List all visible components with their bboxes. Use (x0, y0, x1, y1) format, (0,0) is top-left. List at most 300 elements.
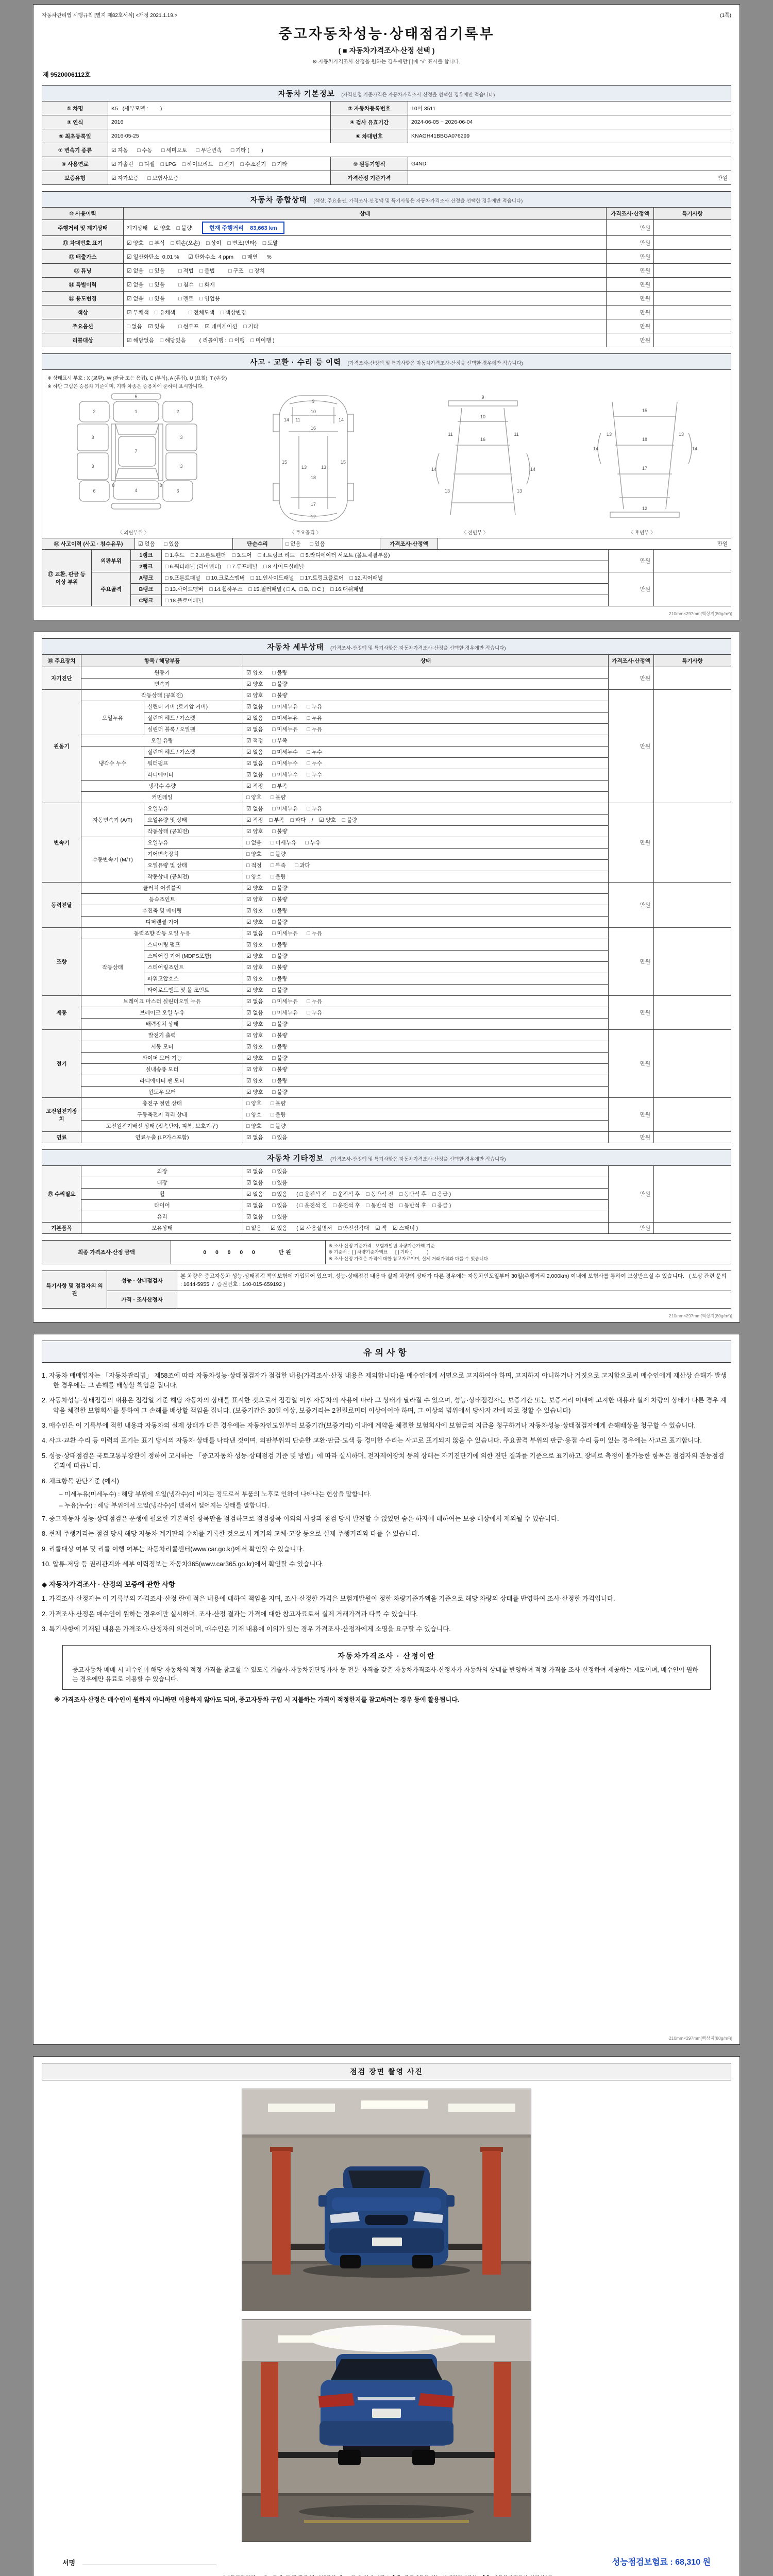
summary-col-status: 상태 (124, 208, 607, 220)
price-value: 만원 (609, 883, 654, 928)
summary-price: 만원 (607, 292, 654, 306)
detail-section-header (42, 638, 731, 654)
summary-price: 만원 (607, 250, 654, 264)
accident-section-header (42, 353, 731, 369)
basic-row (42, 171, 731, 185)
device-row (42, 1030, 731, 1041)
summary-item-label: ⑮ 용도변경 (42, 292, 124, 306)
first-registration-label: ⑤ 최초등록일 (42, 129, 108, 143)
notice-item: 6. 체크항목 판단기준 (예시) (42, 1477, 119, 1485)
paper-spec: 210mm×297mm[백상지(80g/m²)] (668, 1313, 732, 1318)
price-value: 만원 (609, 1166, 654, 1223)
part-label: 실린더 헤드 / 가스켓 (144, 713, 243, 724)
summary-status: ☑ 없음 □ 있음 □ 침수 □ 화재 (124, 278, 607, 292)
item-label: 타이어 (81, 1200, 243, 1211)
summary-row (42, 292, 731, 306)
item-label: 등속조인트 (81, 894, 243, 905)
status-value: □ 양호 □ 불량 (243, 849, 609, 860)
item-label: 동력조향 작동 오일 누유 (81, 928, 243, 939)
item-label: 자동변속기 (A/T) (81, 803, 144, 837)
inspection-period-value: 2024-06-05 ~ 2026-06-04 (408, 115, 731, 129)
svg-text:9: 9 (481, 395, 484, 400)
device-row (42, 996, 731, 1007)
svg-text:12: 12 (642, 506, 648, 511)
other-section-note: (가격조사·산정액 및 특기사항은 자동차가격조사·산정을 선택한 경우에만 적습니다) (330, 1157, 506, 1162)
rank-label: C랭크 (131, 595, 162, 606)
status-value: ☑ 없음 □ 미세누수 □ 누수 (243, 747, 609, 758)
law-note: 자동차관리법 시행규칙 [별지 제82호서식] <개정 2021.1.19.> (42, 13, 178, 19)
summary-col-note: 특기사항 (654, 208, 731, 220)
part-label: 워터펌프 (144, 758, 243, 769)
body-panel-diagram (64, 392, 208, 526)
signature-area (62, 2557, 216, 2567)
part-label: 스티어링 펌프 (144, 939, 243, 951)
device-row (42, 803, 731, 815)
summary-row (42, 319, 731, 333)
rank-label: 2랭크 (131, 561, 162, 572)
summary-status: ☑ 없음 □ 있음 □ 렌트 □ 영업용 (124, 292, 607, 306)
vin-value: KNAGH41BBGA076299 (408, 129, 731, 143)
part-label: 라디에이터 (144, 769, 243, 781)
definition-box-title: 자동차가격조사 · 산정이란 (338, 1651, 435, 1660)
device-row (42, 883, 731, 894)
rank-label: B랭크 (131, 584, 162, 595)
item-label: 고전원전기배선 상태 (접속단자, 피복, 보호기구) (81, 1121, 243, 1132)
detail-col-status: 상태 (243, 655, 609, 667)
summary-price: 만원 (607, 236, 654, 250)
price-value: 만원 (609, 1030, 654, 1098)
record-page-3 (33, 1334, 740, 2045)
item-label: 작동상태 (81, 939, 144, 996)
signature-row (62, 2555, 711, 2567)
issuance-statement-line1 (42, 2574, 731, 2576)
svg-text:14: 14 (431, 467, 437, 472)
svg-text:18: 18 (642, 437, 648, 442)
status-value: ☑ 없음 □ 있음 (243, 1177, 609, 1189)
diagram-captions (47, 528, 726, 536)
status-value: □ 없음 ☑ 있음 ( ☑ 사용설명서 □ 안전삼각대 ☑ 잭 ☑ 스패너 ) (243, 1223, 609, 1234)
price-value: 만원 (609, 996, 654, 1030)
basic-info-header (42, 85, 731, 101)
svg-text:5: 5 (135, 394, 138, 399)
item-label: 냉각수 수량 (81, 781, 243, 792)
status-value: □ 적정 □ 부족 □ 과다 (243, 860, 609, 871)
issuance-statement (42, 2574, 731, 2576)
summary-note (654, 319, 731, 333)
svg-text:3: 3 (180, 464, 183, 469)
rank-parts: □ 13.사이드멤버 □ 14.휠하우스 □ 15.필러패널 ( □ A, □ B, □ C ) □ 16.대쉬패널 (162, 584, 609, 595)
item-label: 브레이크 오일 누유 (81, 1007, 243, 1019)
svg-text:14: 14 (338, 417, 344, 422)
summary-item-label: ⑬ 튜닝 (42, 264, 124, 278)
diagram-caption: 〈 주요골격 〉 (289, 530, 321, 536)
detail-header-row (42, 655, 731, 667)
note-value (654, 1223, 731, 1234)
rear-frame-diagram (580, 392, 709, 526)
summary-note (654, 333, 731, 347)
note-value (654, 996, 731, 1030)
svg-text:13: 13 (606, 432, 612, 437)
status-value: ☑ 양호 □ 불량 (243, 1064, 609, 1075)
diagram-body-panels (64, 392, 208, 526)
rank-parts: □ 18.플로어패널 (162, 595, 609, 606)
item-label: 와이퍼 모터 기능 (81, 1053, 243, 1064)
detail-col-item: 항목 / 해당부품 (81, 655, 243, 667)
svg-text:10: 10 (480, 414, 486, 419)
item-label: 클러치 어셈블리 (81, 883, 243, 894)
detail-section-title: 자동차 세부상태 (267, 643, 324, 652)
accident-price-label: 가격조사·산정액 (380, 538, 438, 550)
notice-item: 4. 사고·교환·수리 등 이력의 표기는 표기 당시의 자동차 상태를 나타낸 것이며, 외판부위의 단순한 교환·판금·도색 등 경미한 수리는 사고로 표기되지 않을 수 있습니다. 주요골격 부위의 판금·용접 수리 등이 있는 경우에는 사고로 표기합니다. (42, 1437, 702, 1445)
summary-row (42, 306, 731, 319)
price-value: 만원 (609, 1223, 654, 1234)
item-label: 디퍼렌셜 기어 (81, 917, 243, 928)
device-label: 변속기 (42, 803, 81, 883)
first-registration-value: 2016-05-25 (108, 129, 331, 143)
final-price-amount: 0 0 0 0 0 만원 (171, 1241, 326, 1264)
item-label: 냉각수 누수 (81, 747, 144, 781)
frame-top-diagram (241, 392, 385, 526)
diagram-front-frame (418, 392, 547, 526)
item-label: 변속기 (81, 679, 243, 690)
svg-text:11: 11 (295, 417, 300, 422)
summary-item-label: ⑪ 차대번호 표기 (42, 236, 124, 250)
note-value (654, 667, 731, 690)
status-value: ☑ 양호 □ 불량 (243, 1053, 609, 1064)
transmission-label: ⑦ 변속기 종류 (42, 143, 108, 157)
summary-item-label: ⑭ 특별이력 (42, 278, 124, 292)
basic-row (42, 129, 731, 143)
remarks-title: 특기사항 및 점검자의 의견 (42, 1271, 107, 1309)
rank-parts: □ 6.쿼터패널 (리어펜더) □ 7.루프패널 □ 8.사이드실패널 (162, 561, 609, 572)
final-price-note: ※ 조사·산정 기준가격 : 보험개발원 차량기준가액 기준 (329, 1243, 435, 1249)
svg-text:3: 3 (91, 435, 94, 440)
part-label: 오일유량 및 상태 (144, 815, 243, 826)
notice-item: 9. 리콜대상 여부 및 리콜 이행 여부는 자동차리콜센터(www.car.go.kr)에서 확인할 수 있습니다. (42, 1545, 305, 1553)
rank-row (42, 572, 731, 584)
item-label: 충전구 절연 상태 (81, 1098, 243, 1109)
diagram-caption: 〈 외판부위 〉 (117, 530, 149, 536)
item-label: 오일 유량 (81, 735, 243, 747)
status-value: ☑ 없음 □ 있음 (243, 1211, 609, 1223)
front-frame-diagram (418, 392, 547, 526)
price-value: 만원 (609, 803, 654, 883)
status-value: ☑ 없음 □ 미세누수 □ 누수 (243, 758, 609, 769)
device-row (42, 667, 731, 679)
summary-status: ☑ 일산화탄소 0.01 % ☑ 탄화수소 4 ppm □ 매연 % (124, 250, 607, 264)
price-appraisal-definition-box (62, 1645, 711, 1690)
item-label: 실내송풍 모터 (81, 1064, 243, 1075)
notice-subitem: – 미세누유(미세누수) : 해당 부위에 오일(냉각수)이 비치는 정도로서 부품의 노후로 인하여 나타나는 현상을 말합니다. (59, 1490, 372, 1498)
reg-no-label: ② 자동차등록번호 (331, 101, 408, 115)
status-value: □ 양호 □ 불량 (243, 1109, 609, 1121)
notice-title: 유의사항 (42, 1341, 731, 1363)
status-value: ☑ 없음 □ 미세누유 □ 누유 (243, 724, 609, 735)
signature-label: 서명 (62, 2558, 76, 2567)
svg-text:3: 3 (180, 435, 183, 440)
other-section-title: 자동차 기타정보 (267, 1155, 324, 1163)
part-label: 실린더 블록 / 오일팬 (144, 724, 243, 735)
base-price-label: 가격산정 기준가격 (331, 171, 408, 185)
rank-label: 1랭크 (131, 550, 162, 561)
engine-type-label: ⑨ 원동기형식 (331, 157, 408, 171)
summary-row (42, 250, 731, 264)
summary-status: ☑ 없음 □ 있음 □ 적법 □ 불법 □ 구조 □ 장치 (124, 264, 607, 278)
item-label: 시동 모터 (81, 1041, 243, 1053)
notice-item: 10. 압류·저당 등 권리관계와 세부 이력정보는 자동차365(www.car365.go.kr)에서 확인할 수 있습니다. (42, 1561, 324, 1568)
rank-group-label: 주요골격 (92, 572, 131, 606)
item-label: 작동상태 (공회전) (81, 690, 243, 701)
simple-repair-label: 단순수리 (233, 538, 282, 550)
summary-row (42, 236, 731, 250)
basic-info-table (42, 101, 731, 185)
warranty-list (42, 1594, 731, 1634)
status-value: ☑ 없음 □ 있음 ( □ 운전석 전 □ 운전석 후 □ 동반석 전 □ 동반석 후 □ 응급 ) (243, 1200, 609, 1211)
status-value: ☑ 양호 □ 불량 (243, 1087, 609, 1098)
status-value: ☑ 양호 □ 불량 (243, 667, 609, 679)
page-number: (1쪽) (720, 13, 731, 19)
part-label: 타이로드엔드 및 볼 조인트 (144, 985, 243, 996)
item-label: 구동축전지 격리 상태 (81, 1109, 243, 1121)
accident-history-label: ⑯ 사고이력 (사고 · 침수유무) (42, 538, 135, 550)
summary-status: □ 없음 ☑ 있음 □ 썬루프 ☑ 네비게이션 □ 기타 (124, 319, 607, 333)
summary-header (42, 191, 731, 207)
svg-text:16: 16 (480, 437, 486, 442)
device-row (42, 1132, 731, 1143)
part-label: 실린더 커버 (로커암 커버) (144, 701, 243, 713)
status-value: ☑ 양호 □ 불량 (243, 679, 609, 690)
status-value: ☑ 적정 □ 부족 (243, 781, 609, 792)
svg-text:1: 1 (135, 409, 138, 414)
other-info-table (42, 1165, 731, 1234)
rank-table (42, 549, 731, 606)
inspection-insurance-premium: 성능점검보험료 : 68,310 원 (612, 2557, 711, 2567)
paper-spec: 210mm×297mm[백상지(80g/m²)] (668, 2035, 732, 2041)
summary-title: 자동차 종합상태 (250, 196, 307, 205)
status-value: ☑ 없음 □ 미세누유 □ 누유 (243, 928, 609, 939)
diagram-rear-frame (580, 392, 709, 526)
price-value: 만원 (609, 928, 654, 996)
svg-text:8: 8 (112, 483, 115, 488)
diagram-frame-top (241, 392, 385, 526)
summary-price: 만원 (607, 306, 654, 319)
rank-row (42, 550, 731, 561)
notice-item: 7. 중고자동차 성능·상태점검은 운행에 필요한 기본적인 항목만을 점검하므로 점검항목 이외의 사항과 점검 당시 발견할 수 없었던 숨은 하자에 대하여는 보증 대상에서 제외될 수 있습니다. (42, 1515, 559, 1522)
status-value: □ 양호 □ 불량 (243, 1121, 609, 1132)
summary-status: ☑ 양호 □ 부식 □ 훼손(오손) □ 상이 □ 변조(변타) □ 도말 (124, 236, 607, 250)
summary-note (654, 236, 731, 250)
svg-text:3: 3 (91, 464, 94, 469)
notice-item: 5. 성능·상태점검은 국토교통부장관이 정하여 고시하는 「중고자동차 성능·상태점검 기준 및 방법」에 따라 실시하며, 전자제어장치 등의 상태는 자기진단기에 의한 진단 결과를 기준으로 표기하고, 장비로 측정이 불가능한 항목은 점검자의 관능점검 결과에 따릅니다. (42, 1452, 725, 1470)
basic-info-title: 자동차 기본정보 (278, 90, 335, 98)
device-label: ⑲ 수리필요 (42, 1166, 81, 1223)
svg-text:13: 13 (301, 465, 307, 470)
device-label: 조향 (42, 928, 81, 996)
svg-text:15: 15 (281, 460, 288, 465)
status-value: ☑ 양호 □ 불량 (243, 1075, 609, 1087)
status-value: ☑ 양호 □ 불량 (243, 962, 609, 973)
note-value (654, 690, 731, 803)
summary-row (42, 333, 731, 347)
accident-history-table (42, 538, 731, 550)
summary-price: 만원 (607, 333, 654, 347)
item-label: 외장 (81, 1166, 243, 1177)
engine-type-value: G4ND (408, 157, 731, 171)
reg-no-value: 10머 3511 (408, 101, 731, 115)
basic-row (42, 143, 731, 157)
status-value: □ 없음 □ 미세누유 □ 누유 (243, 837, 609, 849)
status-value: ☑ 적정 □ 부족 (243, 735, 609, 747)
status-value: ☑ 양호 □ 불량 (243, 826, 609, 837)
rank-group-label: 외판부위 (92, 550, 131, 572)
transmission-value: ☑ 자동 □ 수동 □ 세미오토 □ 무단변속 □ 기타 ( ) (108, 143, 731, 157)
summary-note (654, 220, 731, 236)
status-value: ☑ 없음 □ 미세누유 □ 누유 (243, 713, 609, 724)
accident-section-note: (가격조사·산정액 및 특기사항은 자동차가격조사·산정을 선택한 경우에만 적습니다) (347, 361, 523, 366)
final-price-note: ※ 조사·산정 가격은 가격에 대한 참고자료이며, 실제 거래가격과 다를 수 있습니다. (329, 1256, 490, 1261)
svg-text:11: 11 (448, 432, 453, 437)
status-value: □ 양호 □ 불량 (243, 871, 609, 883)
svg-text:13: 13 (321, 465, 327, 470)
accident-section-title: 사고 · 교환 · 수리 등 이력 (250, 359, 341, 367)
status-value: ☑ 양호 □ 불량 (243, 905, 609, 917)
svg-text:16: 16 (310, 426, 316, 431)
record-page-2 (33, 632, 740, 1323)
notice-item: 2. 자동차성능·상태점검의 내용은 점검일 기준 해당 자동차의 상태를 표시한 것으로서 점검일 이후 자동차의 사용에 따라 그 상태가 달라질 수 있으며, 성능·상태점검자는 보증기간 또는 보증거리 이내에 고지한 내용과 실제 차량의 상태가 다른 경우 계약을 체결한 보험회사를 통하여 그 손해를 배상할 책임을 집니다. (보증기간은 30일 이상, 보증거리는 2천킬로미터 이상이어야 하며, 그 이상의 범위에서 당사자 간에 따로 정할 수 있습니다) (42, 1397, 727, 1414)
summary-item-label: 리콜대상 (42, 333, 124, 347)
status-value: ☑ 양호 □ 불량 (243, 883, 609, 894)
summary-row (42, 220, 731, 236)
fuel-value: ☑ 가솔린 □ 디젤 □ LPG □ 하이브리드 □ 전기 □ 수소전기 □ 기타 (108, 157, 331, 171)
summary-note: (색상, 주요옵션, 가격조사·산정액 및 특기사항은 자동차가격조사·산정을 선택한 경우에만 적습니다) (313, 198, 523, 204)
summary-row (42, 264, 731, 278)
svg-text:18: 18 (310, 475, 316, 480)
accident-history-row (42, 538, 731, 550)
final-price-label: 최종 가격조사·산정 금액 (42, 1241, 171, 1264)
status-value: ☑ 없음 □ 있음 (243, 1166, 609, 1177)
photo-rear-view (242, 2320, 531, 2541)
device-label: 원동기 (42, 690, 81, 803)
inspector-label: 성능 · 상태점검자 (107, 1271, 177, 1291)
status-value: ☑ 없음 □ 미세누유 □ 누유 (243, 701, 609, 713)
device-label: 고전원전기장치 (42, 1098, 81, 1132)
device-row (42, 928, 731, 939)
notice-item: 3. 매수인은 이 기록부에 적힌 내용과 자동차의 실제 상태가 다른 경우에는 자동차인도일부터 보증기간(보증거리) 이내에 계약을 체결한 보험회사에 보험금의 지급을 청구하거나 자동차성능·상태점검자에게 손해배상을 청구할 수 있습니다. (42, 1422, 696, 1429)
status-value: ☑ 양호 □ 불량 (243, 951, 609, 962)
device-row (42, 1223, 731, 1234)
diagram-caption: 〈 전면부 〉 (461, 530, 489, 536)
device-label: 연료 (42, 1132, 81, 1143)
document-subtitle: ( ■ 자동차가격조사·산정 선택 ) (338, 46, 435, 55)
summary-item-label: ⑫ 배출가스 (42, 250, 124, 264)
svg-text:12: 12 (310, 514, 316, 519)
svg-text:17: 17 (310, 502, 316, 507)
note-value (654, 928, 731, 996)
status-value: ☑ 없음 □ 있음 ( □ 운전석 전 □ 운전석 후 □ 동반석 전 □ 동반석 후 □ 응급 ) (243, 1189, 609, 1200)
status-value: ☑ 양호 □ 불량 (243, 1019, 609, 1030)
svg-text:14: 14 (530, 467, 536, 472)
summary-col-price: 가격조사·산정액 (607, 208, 654, 220)
photo-front-view (242, 2089, 531, 2311)
summary-note (654, 278, 731, 292)
device-label: 기본품목 (42, 1223, 81, 1234)
car-name-label: ① 차명 (42, 101, 108, 115)
status-value: ☑ 양호 □ 불량 (243, 973, 609, 985)
remarks-table (42, 1270, 731, 1309)
summary-note (654, 250, 731, 264)
svg-text:14: 14 (692, 446, 698, 451)
device-label: 전기 (42, 1030, 81, 1098)
price-value: 만원 (609, 1098, 654, 1132)
svg-text:15: 15 (340, 460, 346, 465)
item-label: 내장 (81, 1177, 243, 1189)
summary-price: 만원 (607, 319, 654, 333)
detail-col-price: 가격조사·산정액 (609, 655, 654, 667)
item-label: 수동변속기 (M/T) (81, 837, 144, 883)
note-value (654, 1132, 731, 1143)
document-title: 중고자동차성능·상태점검기록부 (278, 26, 495, 42)
photo-frame-front (242, 2089, 531, 2311)
detail-col-note: 특기사항 (654, 655, 731, 667)
definition-box-text: 중고자동차 매매 시 매수인이 해당 자동차의 적정 가격을 참고할 수 있도록 기술사·자동차진단평가사 등 전문 자격을 갖춘 자동차가격조사·산정자가 자동차의 상태를 반영하여 적정 가격을 조사·산정하여 제공하는 제도이며, 매수인이 원하는 경우에만 유료로 이용할 수 있습니다. (72, 1666, 698, 1683)
notice-subitem: – 누유(누수) : 해당 부위에서 오일(냉각수)이 맺혀서 떨어지는 상태를 말합니다. (59, 1501, 270, 1509)
svg-text:10: 10 (310, 409, 316, 414)
device-row (42, 1166, 731, 1177)
final-price-notes (326, 1241, 731, 1264)
item-label: 휠 (81, 1189, 243, 1200)
part-label: 스티어링 기어 (MDPS포함) (144, 951, 243, 962)
diagram-panel (42, 369, 731, 538)
exchange-repair-label: ⑰ 교환, 판금 등 이상 부위 (42, 550, 92, 606)
car-name-value: K5 (세부모델 : ) (108, 101, 331, 115)
page-topline (42, 11, 731, 19)
svg-text:14: 14 (283, 417, 290, 422)
item-label: 연료누출 (LP가스포함) (81, 1132, 243, 1143)
notice-item: 8. 현재 주행거리는 점검 당시 해당 자동차 계기판의 수치를 기록한 것으로서 계기의 교체·고장 등으로 실제 주행거리와 다를 수 있습니다. (42, 1530, 419, 1538)
device-label: 동력전달 (42, 883, 81, 928)
basic-row (42, 115, 731, 129)
notice-item: 1. 자동차 매매업자는 「자동차관리법」 제58조에 따라 자동차성능·상태점검자가 점검한 내용(가격조사·산정 내용은 제외합니다)을 매수인에게 서면으로 고지하여야 하며, 고지하지 아니하거나 거짓으로 고지함으로써 매수인에게 재산상 손해가 발생한 경우에는 그 손해를 배상할 책임을 집니다. (42, 1371, 727, 1389)
summary-note (654, 292, 731, 306)
note-value (654, 883, 731, 928)
item-label: 윈도우 모터 (81, 1087, 243, 1098)
detail-col-device: ⑱ 주요장치 (42, 655, 81, 667)
status-code-legend: ※ 상태표시 부호 : X (교환), W (판금 또는 용접), C (부식), A (흠집), U (요철), T (손상) (47, 376, 227, 381)
summary-col-item: ⑩ 사용이력 (42, 208, 124, 220)
rank-price: 만원 (609, 572, 654, 606)
record-page-4 (33, 2056, 740, 2576)
svg-text:15: 15 (642, 408, 648, 413)
final-price-note: ※ 기준서 : [ ] 차량기준가액표 [ ] 기타 ( ) (329, 1249, 429, 1255)
price-value: 만원 (609, 667, 654, 690)
vin-label: ⑥ 차대번호 (331, 129, 408, 143)
accident-history-status: ☑ 없음 □ 있음 (135, 538, 233, 550)
svg-text:6: 6 (176, 488, 179, 494)
record-page-1 (33, 4, 740, 620)
status-value: ☑ 양호 □ 불량 (243, 917, 609, 928)
status-value: ☑ 없음 □ 미세누유 □ 누유 (243, 996, 609, 1007)
final-price-row (42, 1241, 731, 1264)
part-label: 오일누유 (144, 803, 243, 815)
basic-info-note: (가격산정 기준가격은 자동차가격조사·산정을 선택한 경우에만 적습니다) (341, 92, 495, 98)
remarks-row (42, 1271, 731, 1291)
document-subtitle-note: ※ 자동차가격조사·산정을 원하는 경우에만 [ ]에 "√" 표시를 합니다. (312, 59, 461, 65)
summary-table (42, 207, 731, 347)
item-label: 유리 (81, 1211, 243, 1223)
document-number: 제 9520006112호 (43, 71, 91, 78)
status-value: ☑ 양호 □ 불량 (243, 690, 609, 701)
status-value: ☑ 양호 □ 불량 (243, 1030, 609, 1041)
